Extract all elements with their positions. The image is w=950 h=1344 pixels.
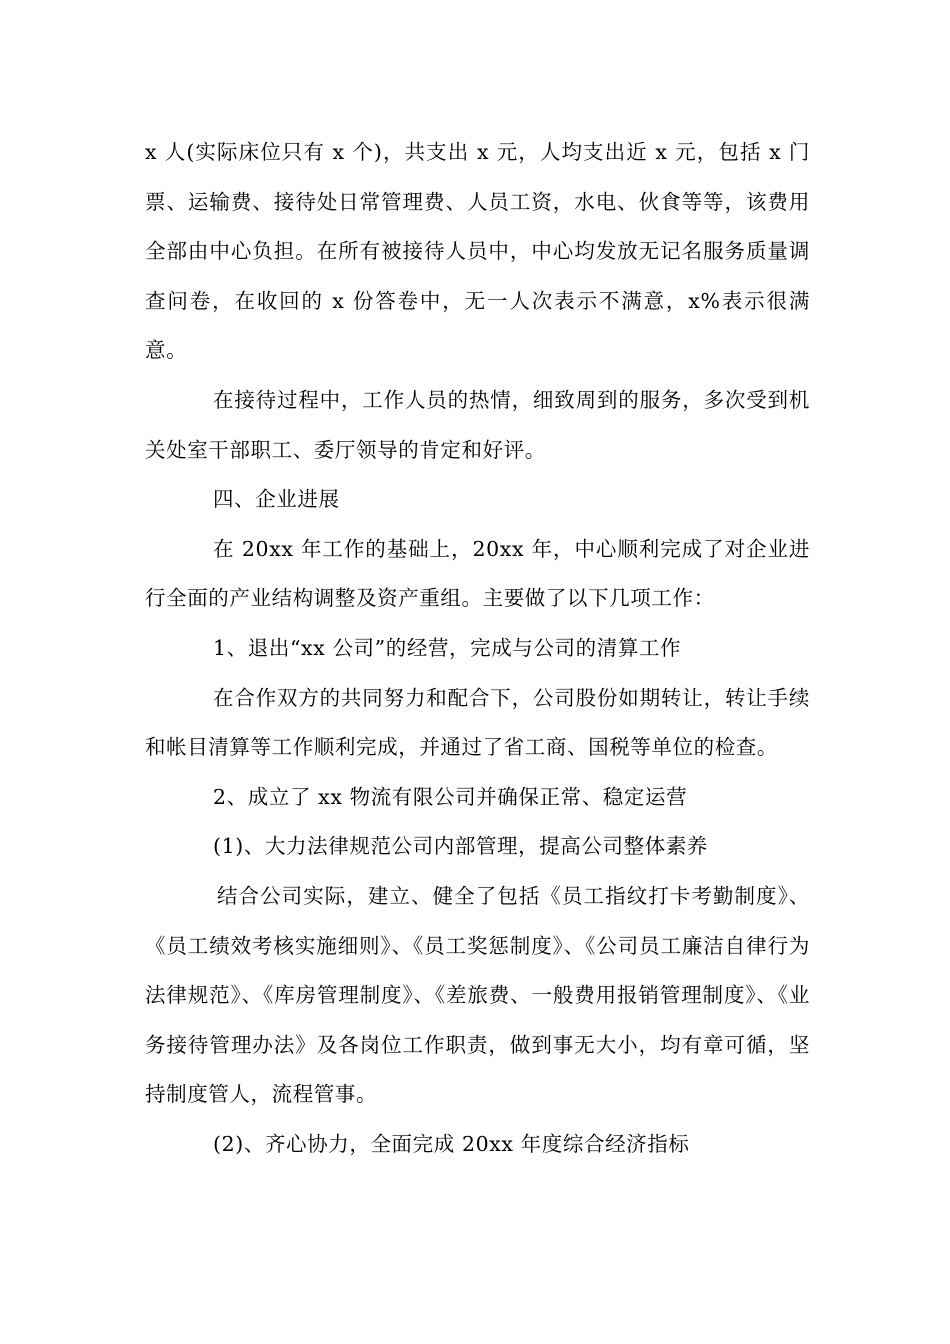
paragraph-share-transfer: 在合作双方的共同努力和配合下，公司股份如期转让，转让手续和帐目清算等工作顺利完成，并通过了省工商、国税等单位的检查。 <box>145 685 810 760</box>
paragraph-reception-praise: 在接待过程中，工作人员的热情，细致周到的服务，多次受到机关处室干部职工、委厅领导的肯定和好评。 <box>145 387 810 462</box>
subheading-item-2-2: (2)、齐心协力，全面完成 20xx 年度综合经济指标 <box>213 1131 690 1156</box>
subheading-item-1: 1、退出“xx 公司”的经营，完成与公司的清算工作 <box>213 635 682 660</box>
paragraph-restructuring: 在 20xx 年工作的基础上，20xx 年，中心顺利完成了对企业进行全面的产业结构调整及资产重组。主要做了以下几项工作： <box>145 536 810 611</box>
paragraph-regulations: 结合公司实际，建立、健全了包括《员工指纹打卡考勤制度》、《员工绩效考核实施细则》、《员工奖惩制度》、《公司员工廉洁自律行为法律规范》、《库房管理制度》、《差旅费、一般费用报销管理制度》、《业务接待管理办法》及各岗位工作职责，做到事无大小，均有章可循，坚持制度管人，流程管事。 <box>145 883 810 1107</box>
section-heading-enterprise: 四、企业进展 <box>213 487 340 512</box>
subheading-item-2-1: (1)、大力法律规范公司内部管理，提高公司整体素养 <box>213 834 709 859</box>
subheading-item-2: 2、成立了 xx 物流有限公司并确保正常、稳定运营 <box>213 784 688 809</box>
paragraph-expenses: x 人(实际床位只有 x 个)，共支出 x 元，人均支出近 x 元，包括 x 门票、运输费、接待处日常管理费、人员工资，水电、伙食等等，该费用全部由中心负担。在所有被接待人员中，中心均发放无记名服务质量调查问卷，在收回的 x 份答卷中，无一人次表示不满意，x%表示很满意。 <box>145 140 810 363</box>
document-body <box>145 128 810 1169</box>
